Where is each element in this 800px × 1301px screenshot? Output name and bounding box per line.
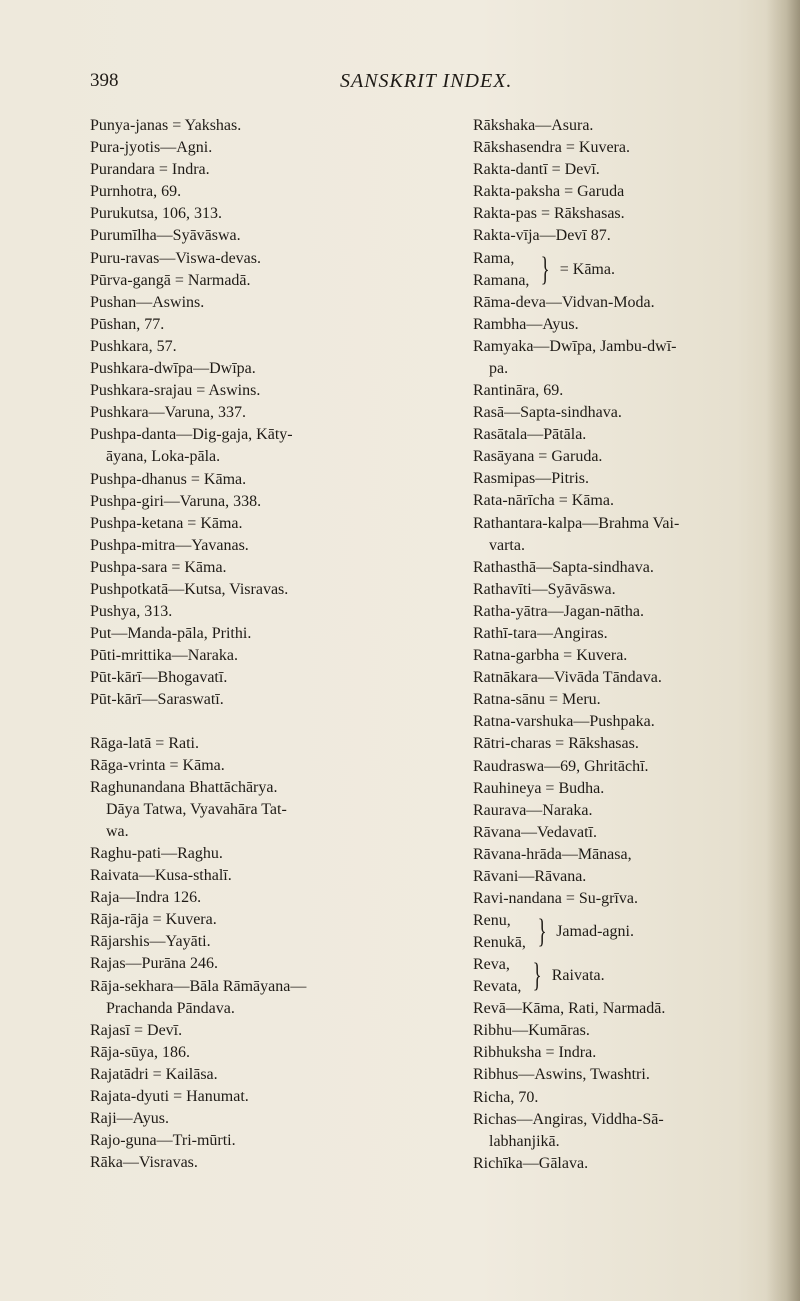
index-entry: Ratna-garbha = Kuvera. (473, 647, 628, 665)
index-entry: Richa, 70. (473, 1088, 539, 1106)
right-block-2 (473, 292, 773, 911)
index-entry: Rauhineya = Budha. (473, 779, 605, 797)
index-entry: Ratha-yātra—Jagan-nātha. (473, 602, 645, 620)
index-entry: Rathavīti—Syāvāswa. (473, 580, 616, 598)
index-entry: Pūt-kārī—Bhogavatī. (90, 669, 228, 687)
index-entry: Pushpa-giri—Varuna, 338. (90, 492, 262, 510)
index-entry: Raurava—Naraka. (473, 801, 593, 819)
index-entry: Pushpa-danta—Dig-gaja, Kāty- (90, 426, 293, 444)
index-entry: Ribhus—Aswins, Twashtri. (473, 1066, 650, 1084)
index-entry: Pūrva-gangā = Narmadā. (90, 271, 251, 289)
index-entry: Rata-nārīcha = Kāma. (473, 492, 614, 510)
brace-name: Reva, (473, 956, 510, 974)
index-entry: Rākshaka—Asura. (473, 117, 594, 134)
index-entry: Pushkara-dwīpa—Dwīpa. (90, 360, 256, 378)
brace-target: Raivata. (551, 967, 605, 985)
index-entry: Rāvana—Vedavatī. (473, 823, 597, 841)
index-entry: Pushpotkatā—Kutsa, Visravas. (90, 580, 289, 598)
page-header (90, 70, 730, 100)
index-entry: Rathasthā—Sapta-sindhava. (473, 558, 654, 576)
index-entry: Rāja-sekhara—Bāla Rāmāyana— (90, 977, 307, 995)
index-entry: Rākshasendra = Kuvera. (473, 139, 630, 157)
index-entry: Rajasī = Devī. (90, 1021, 183, 1039)
index-entry: Rāja-rāja = Kuvera. (90, 911, 217, 929)
index-entry: Punya-janas = Yakshas. (90, 117, 242, 134)
index-entry: Pura-jyotis—Agni. (90, 139, 213, 157)
index-entry: Ratna-varshuka—Pushpaka. (473, 713, 655, 731)
brace-target: = Kāma. (559, 260, 615, 278)
brace-name: Renukā, (473, 934, 526, 952)
index-entry: Pushan—Aswins. (90, 293, 205, 311)
index-entry: Rāma-deva—Vidvan-Moda. (473, 293, 655, 311)
index-entry: Rasmipas—Pitris. (473, 470, 590, 488)
index-entry: Rasāyana = Garuda. (473, 448, 603, 466)
index-entry: Pushpa-mitra—Yavanas. (90, 536, 249, 554)
index-entry: Rakta-paksha = Garuda (473, 183, 625, 201)
index-entry: Rathī-tara—Angiras. (473, 624, 608, 642)
left-block-2 (90, 733, 420, 1175)
index-entry: Ratnākara—Vivāda Tāndava. (473, 669, 662, 687)
brace-entry-reva (473, 954, 773, 998)
index-entry: Raivata—Kusa-sthalī. (90, 867, 232, 885)
index-entry: Raghu-pati—Raghu. (90, 845, 223, 862)
index-entry: Pushkara, 57. (90, 337, 177, 355)
index-entry: Revā—Kāma, Rati, Narmadā. (473, 1000, 666, 1018)
index-entry: Pushkara-srajau = Aswins. (90, 382, 261, 400)
index-entry: Rajo-guna—Tri-mūrti. (90, 1132, 236, 1150)
running-title: SANSKRIT INDEX. (340, 70, 513, 92)
section-gap (90, 712, 420, 733)
brace-name: Ramana, (473, 271, 530, 289)
index-entry: Pushya, 313. (90, 603, 173, 621)
curly-brace-glyph: } (537, 913, 547, 951)
index-entry: Raji—Ayus. (90, 1110, 169, 1128)
left-block-1 (90, 115, 420, 712)
index-entry: Pushpa-dhanus = Kāma. (90, 470, 247, 488)
index-entry: Rāga-vrinta = Kāma. (90, 756, 225, 774)
index-entry: Rakta-dantī = Devī. (473, 161, 600, 179)
index-entry: Rāvana-hrāda—Mānasa, (473, 845, 632, 863)
index-entry-continuation: labhanjikā. (489, 1132, 560, 1150)
index-entry: Rājarshis—Yayāti. (90, 933, 211, 951)
index-entry: Pūti-mrittika—Naraka. (90, 647, 238, 665)
index-entry: Ravi-nandana = Su-grīva. (473, 890, 638, 908)
index-entry: Put—Manda-pāla, Prithi. (90, 625, 252, 643)
index-entry: Rantināra, 69. (473, 381, 564, 399)
index-entry-continuation: pa. (489, 359, 509, 377)
index-entry: Rāka—Visravas. (90, 1154, 198, 1172)
index-entry-continuation: Prachanda Pāndava. (106, 999, 235, 1017)
index-entry: Purandara = Indra. (90, 161, 210, 179)
left-column (90, 115, 420, 1174)
index-entry: Purnhotra, 69. (90, 183, 182, 201)
page-number: 398 (90, 70, 119, 91)
index-entry: Pūt-kārī—Saraswatī. (90, 691, 224, 709)
index-entry: Rathantara-kalpa—Brahma Vai- (473, 514, 680, 532)
index-entry: Ribhu—Kumāras. (473, 1022, 590, 1040)
index-entry: Rāvani—Rāvana. (473, 868, 587, 885)
index-entry: Rajata-dyuti = Hanumat. (90, 1088, 249, 1106)
brace-entry-rama (473, 248, 773, 292)
index-entry: Purukutsa, 106, 313. (90, 205, 222, 223)
index-entry: Raja—Indra 126. (90, 889, 202, 907)
index-entry: Rātri-charas = Rākshasas. (473, 735, 639, 753)
index-entry: Rakta-pas = Rākshasas. (473, 205, 625, 223)
index-entry: Purumīlha—Syāvāswa. (90, 227, 241, 245)
index-entry: Rasātala—Pātāla. (473, 426, 587, 444)
index-entry: Rakta-vīja—Devī 87. (473, 227, 611, 245)
brace-name: Revata, (473, 978, 522, 996)
index-entry: Richas—Angiras, Viddha-Sā- (473, 1110, 664, 1128)
index-entry: Rasā—Sapta-sindhava. (473, 404, 622, 422)
right-block-3 (473, 998, 773, 1175)
index-entry: Rambha—Ayus. (473, 315, 579, 333)
index-entry: Raghunandana Bhattāchārya. (90, 778, 278, 796)
brace-name: Renu, (473, 912, 511, 930)
index-entry: Pūshan, 77. (90, 315, 165, 333)
index-entry-continuation: varta. (489, 536, 525, 554)
index-entry: Raudraswa—69, Ghritāchī. (473, 757, 649, 775)
brace-entry-renu (473, 910, 773, 954)
index-entry-continuation: āyana, Loka-pāla. (106, 448, 221, 466)
index-entry: Rajas—Purāna 246. (90, 955, 218, 973)
index-entry: Ramyaka—Dwīpa, Jambu-dwī- (473, 337, 677, 355)
index-entry-continuation: Dāya Tatwa, Vyavahāra Tat- (106, 800, 287, 818)
index-entry: Richīka—Gālava. (473, 1154, 589, 1172)
right-block-1 (473, 115, 773, 248)
brace-name: Rama, (473, 249, 515, 267)
right-column (473, 115, 773, 1175)
index-entry: Pushkara—Varuna, 337. (90, 404, 246, 422)
index-entry: Pushpa-sara = Kāma. (90, 558, 227, 576)
brace-target: Jamad-agni. (556, 923, 634, 941)
index-entry: Ratna-sānu = Meru. (473, 691, 601, 709)
index-entry: Rajatādri = Kailāsa. (90, 1065, 218, 1083)
index-entry: Pushpa-ketana = Kāma. (90, 514, 243, 532)
index-entry-continuation: wa. (106, 822, 129, 840)
curly-brace-glyph: } (533, 957, 543, 995)
index-entry: Rāja-sūya, 186. (90, 1043, 190, 1061)
index-entry: Ribhuksha = Indra. (473, 1044, 597, 1062)
curly-brace-glyph: } (541, 250, 551, 288)
index-entry: Puru-ravas—Viswa-devas. (90, 249, 261, 267)
index-entry: Rāga-latā = Rati. (90, 734, 199, 752)
